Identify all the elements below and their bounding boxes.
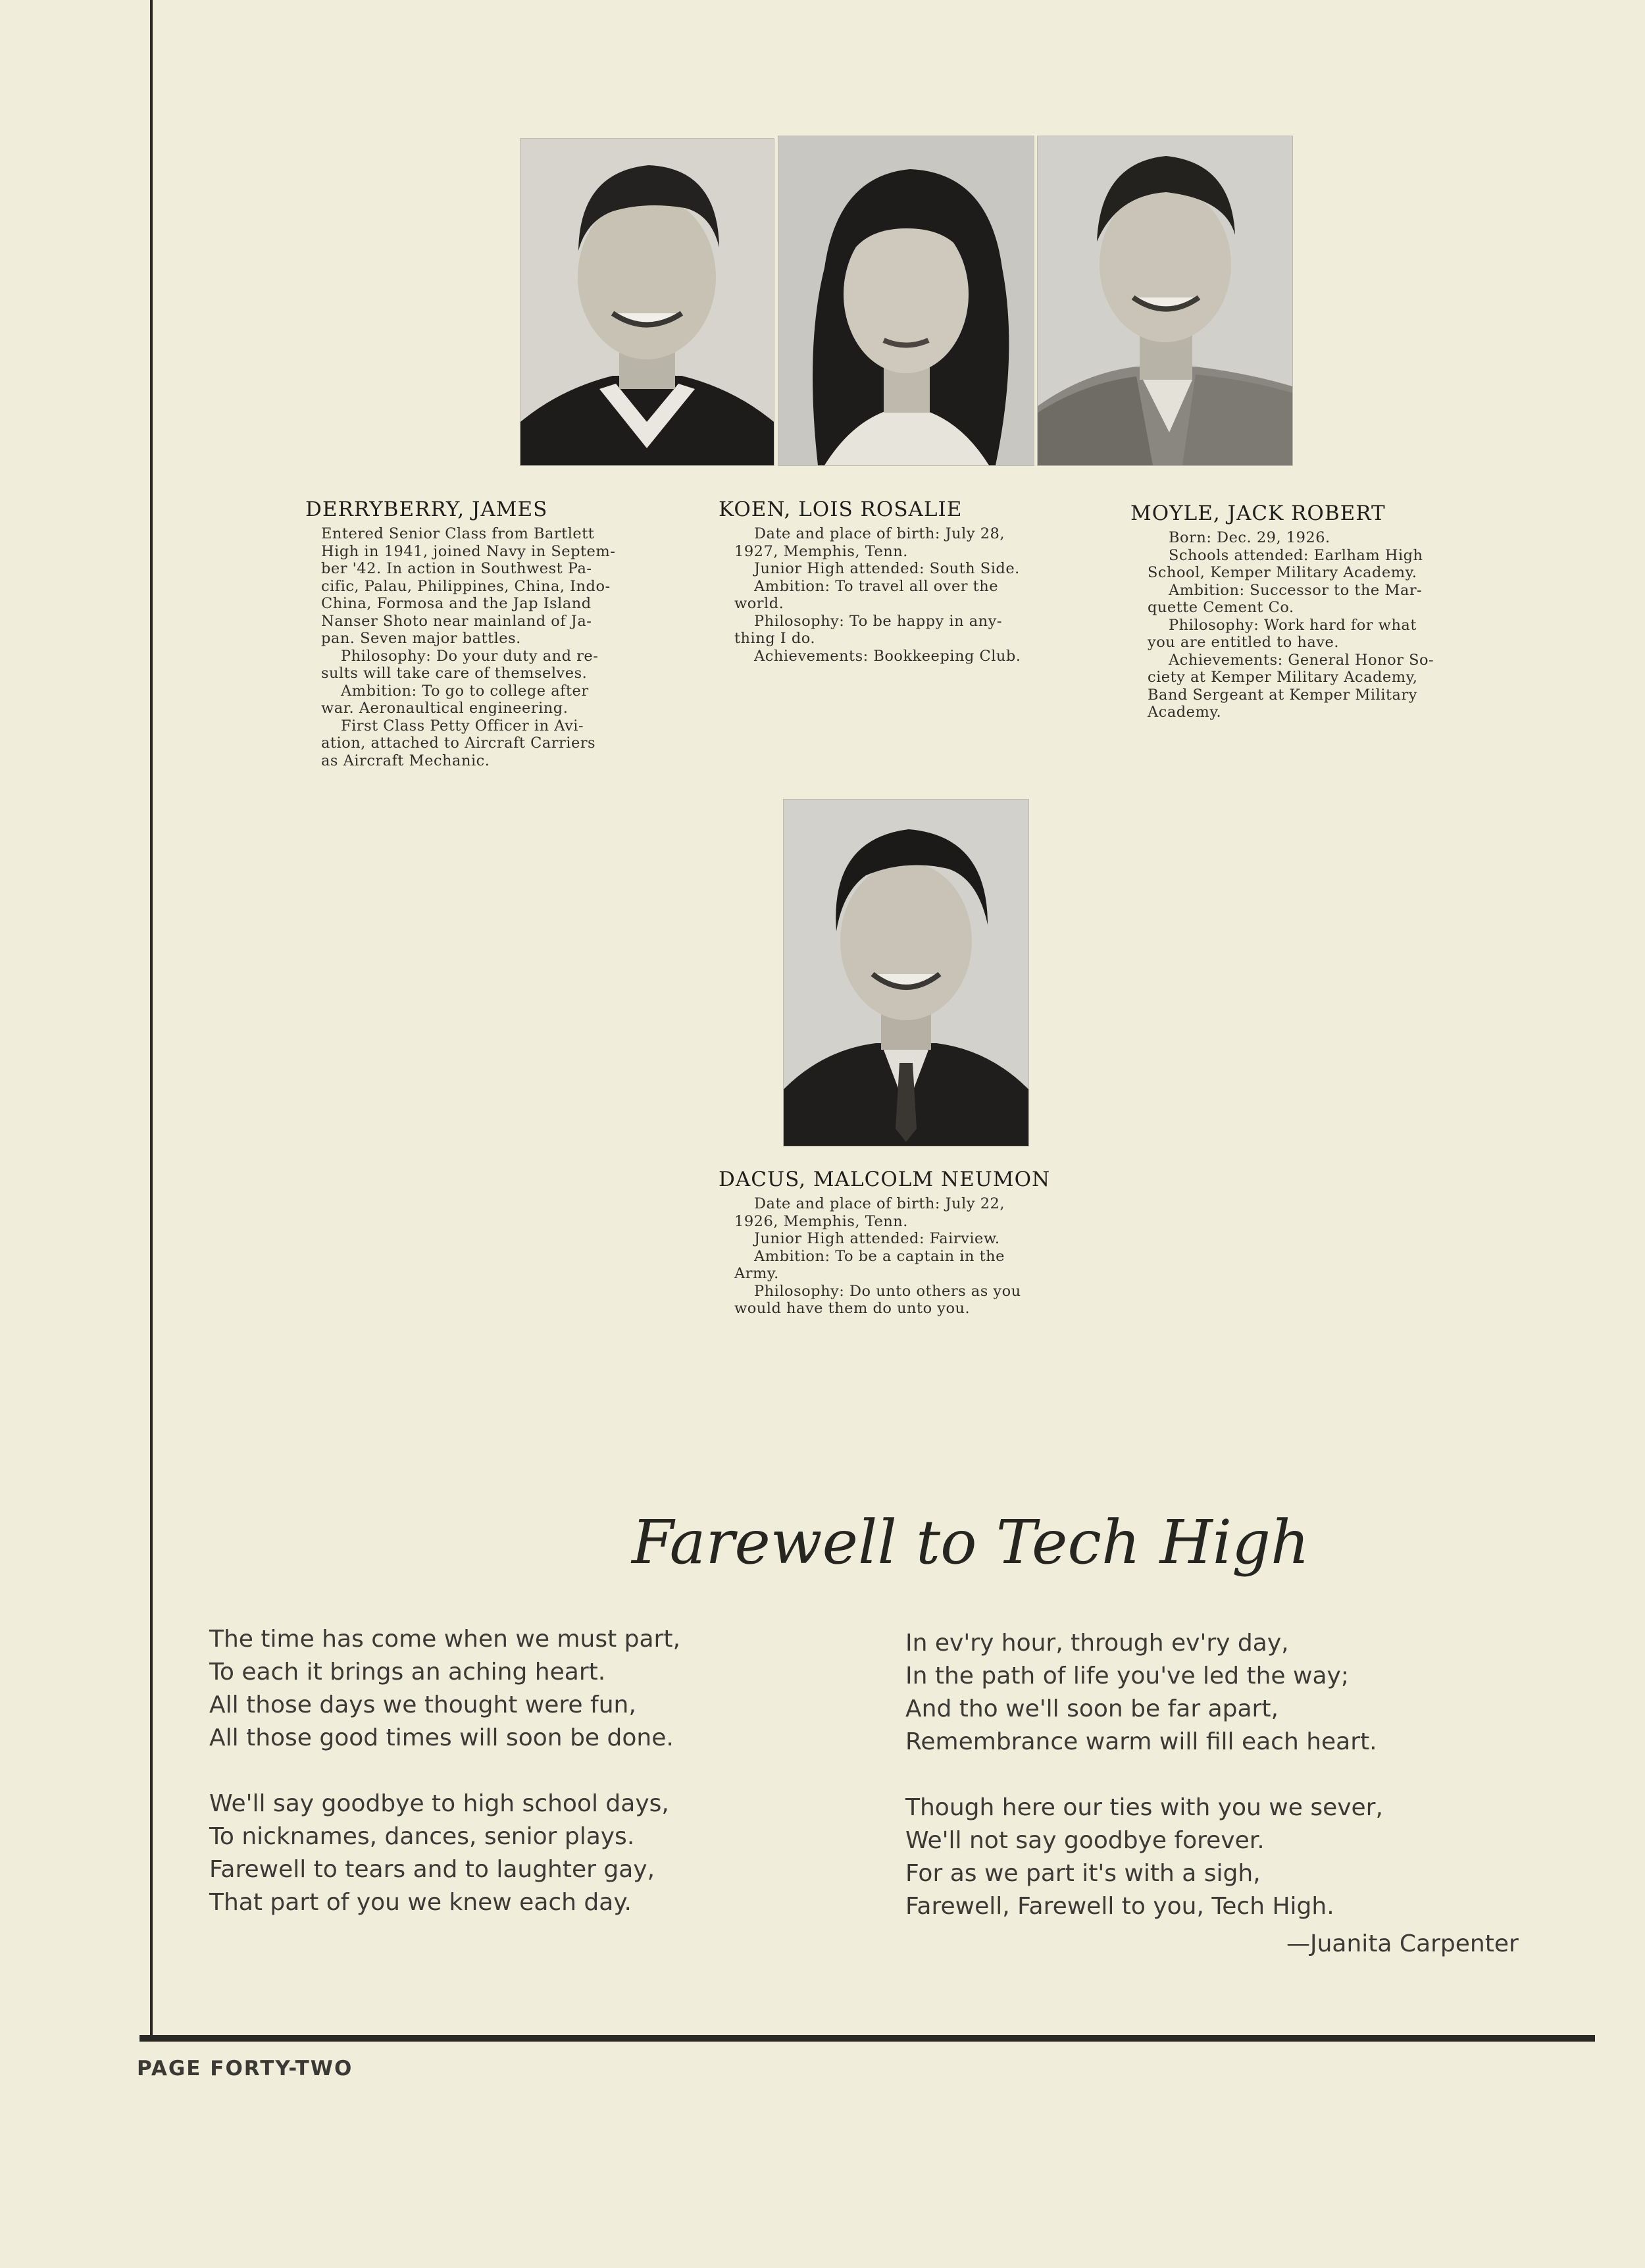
bio-line: Date and place of birth: July 28, (754, 525, 1005, 542)
bio-line: cific, Palau, Philippines, China, Indo- (321, 577, 611, 595)
bio-line: First Class Petty Officer in Avi- (341, 717, 584, 735)
poem-line: The time has come when we must part, (209, 1626, 680, 1653)
poem-stanza-2 (209, 1788, 669, 1919)
bio-line: Date and place of birth: July 22, (754, 1195, 1005, 1212)
portrait-photo-moyle (1037, 136, 1293, 466)
page-number: PAGE FORTY-TWO (137, 2057, 353, 2080)
portrait-photo-koen (778, 136, 1034, 466)
student-name: DERRYBERRY, JAMES (305, 498, 548, 521)
portrait-photo-dacus (783, 799, 1029, 1147)
poem-line: Remembrance warm will fill each heart. (905, 1728, 1377, 1755)
poem-line: In the path of life you've led the way; (905, 1662, 1349, 1689)
student-name: DACUS, MALCOLM NEUMON (719, 1168, 1051, 1191)
bio-line: ber '42. In action in Southwest Pa- (321, 560, 592, 577)
bio-line: Philosophy: Work hard for what (1169, 616, 1417, 634)
bio-line: 1927, Memphis, Tenn. (734, 542, 908, 560)
poem-line: All those days we thought were fun, (209, 1691, 636, 1718)
poem-line: To nicknames, dances, senior plays. (209, 1823, 635, 1850)
poem-stanza-1 (209, 1623, 680, 1755)
student-bio-koen (719, 498, 1100, 665)
poem-line: For as we part it's with a sigh, (905, 1860, 1261, 1887)
student-bio-moyle (1130, 502, 1512, 721)
page-border-bottom (139, 2035, 1595, 2042)
bio-line: thing I do. (734, 630, 816, 647)
student-bio-dacus (719, 1168, 1100, 1318)
bio-line: Schools attended: Earlham High (1169, 546, 1423, 564)
portrait-photo-derryberry (520, 138, 774, 466)
poem-attribution: —Juanita Carpenter (1286, 1930, 1519, 1957)
poem-line: Farewell, Farewell to you, Tech High. (905, 1893, 1334, 1920)
bio-line: Academy. (1148, 704, 1222, 721)
poem-line: In ev'ry hour, through ev'ry day, (905, 1630, 1289, 1657)
bio-line: Achievements: Bookkeeping Club. (754, 647, 1021, 665)
poem-line: All those good times will soon be done. (209, 1724, 674, 1751)
bio-line: ation, attached to Aircraft Carriers (321, 735, 596, 752)
bio-line: Nanser Shoto near mainland of Ja- (321, 612, 592, 630)
bio-line: world. (734, 595, 784, 612)
bio-line: Junior High attended: South Side. (754, 560, 1020, 577)
poem-line: That part of you we knew each day. (209, 1889, 632, 1916)
bio-line: as Aircraft Mechanic. (321, 752, 490, 769)
bio-line: you are entitled to have. (1148, 634, 1340, 651)
student-name: KOEN, LOIS ROSALIE (719, 498, 963, 521)
poem-title: Farewell to Tech High (632, 1507, 1310, 1578)
bio-line: School, Kemper Military Academy. (1148, 564, 1417, 581)
poem-stanza-3 (905, 1627, 1377, 1759)
bio-line: Achievements: General Honor So- (1169, 651, 1434, 669)
bio-line: Philosophy: To be happy in any- (754, 612, 1002, 630)
bio-line: Philosophy: Do unto others as you (754, 1282, 1021, 1300)
bio-line: Ambition: To go to college after (341, 682, 589, 700)
bio-line: 1926, Memphis, Tenn. (734, 1212, 908, 1230)
bio-line: Entered Senior Class from Bartlett (321, 525, 595, 542)
bio-line: High in 1941, joined Navy in Septem- (321, 542, 616, 560)
student-bio-derryberry (305, 498, 687, 769)
poem-line: Farewell to tears and to laughter gay, (209, 1856, 655, 1883)
bio-line: Band Sergeant at Kemper Military (1148, 686, 1417, 704)
bio-line: Philosophy: Do your duty and re- (341, 647, 599, 665)
bio-line: quette Cement Co. (1148, 599, 1294, 616)
poem-line: We'll say goodbye to high school days, (209, 1790, 669, 1817)
bio-line: Born: Dec. 29, 1926. (1169, 529, 1330, 546)
bio-line: pan. Seven major battles. (321, 630, 521, 647)
bio-line: China, Formosa and the Jap Island (321, 595, 592, 612)
poem-line: Though here our ties with you we sever, (905, 1794, 1383, 1821)
page-border-left (150, 0, 153, 2040)
bio-line: Junior High attended: Fairview. (754, 1230, 1000, 1247)
bio-line: would have them do unto you. (734, 1300, 971, 1317)
poem-line: And tho we'll soon be far apart, (905, 1695, 1278, 1722)
student-name: MOYLE, JACK ROBERT (1130, 502, 1386, 525)
poem-line: We'll not say goodbye forever. (905, 1827, 1265, 1854)
bio-line: Ambition: Successor to the Mar- (1169, 581, 1423, 599)
bio-line: sults will take care of themselves. (321, 665, 588, 682)
bio-line: ciety at Kemper Military Academy, (1148, 669, 1418, 686)
poem-line: To each it brings an aching heart. (209, 1659, 606, 1686)
poem-stanza-4 (905, 1791, 1383, 1923)
bio-line: Army. (734, 1265, 779, 1282)
bio-line: Ambition: To travel all over the (754, 577, 999, 595)
bio-line: Ambition: To be a captain in the (754, 1247, 1005, 1265)
bio-line: war. Aeronaultical engineering. (321, 700, 569, 717)
